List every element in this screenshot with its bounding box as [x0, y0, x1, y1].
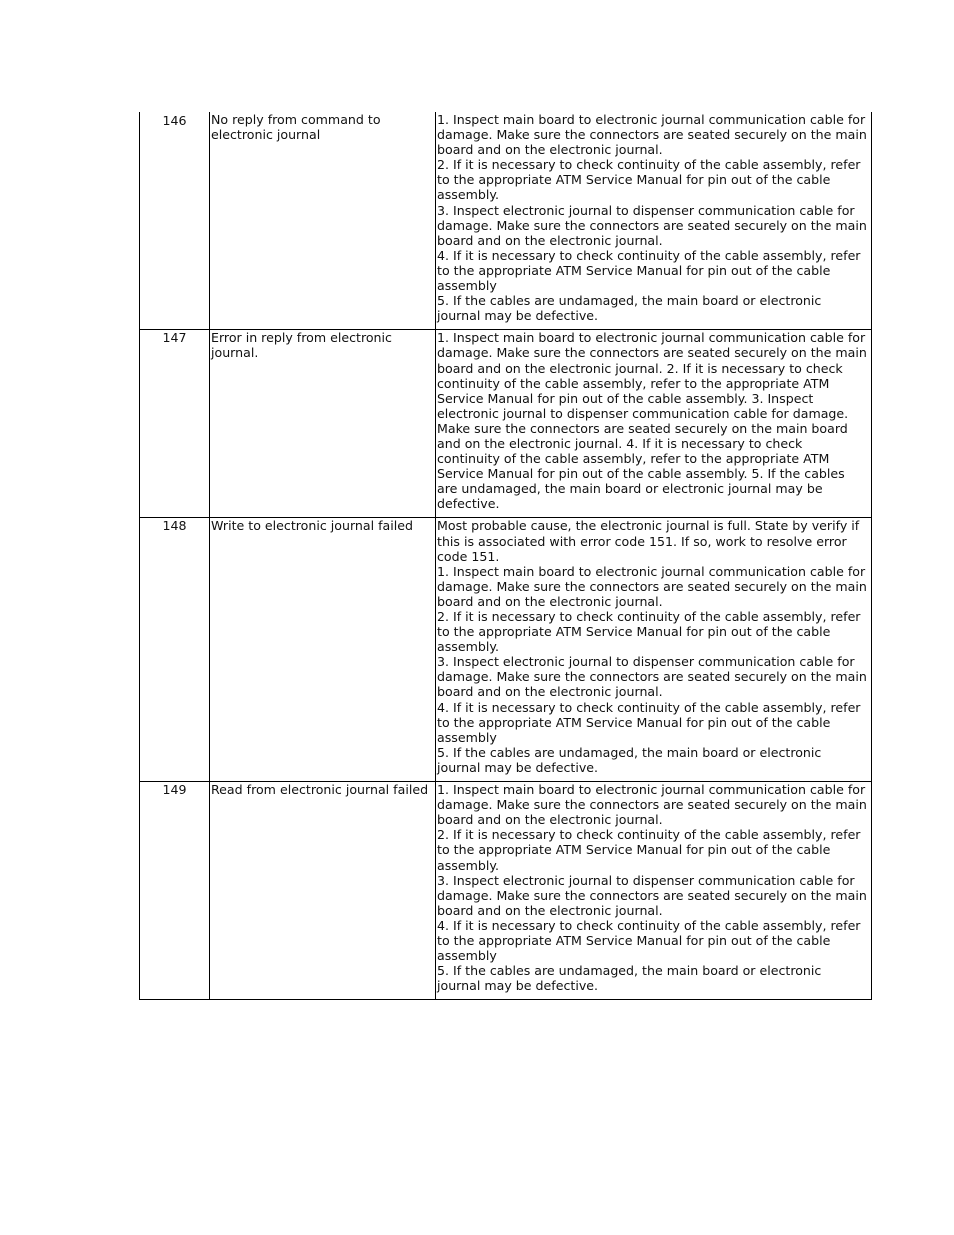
corrective-action-line: damage. Make sure the connectors are seated securely on the main: [437, 345, 867, 361]
corrective-action-line: 3. Inspect electronic journal to dispenser communication cable for: [437, 654, 855, 670]
corrective-action-line: to the appropriate ATM Service Manual for pin out of the cable: [437, 624, 831, 640]
error-description-cell: Write to electronic journal failed: [210, 518, 436, 782]
error-code-table-body: [140, 112, 872, 1000]
corrective-action-line: assembly.: [437, 639, 500, 655]
error-code-cell: 149: [140, 782, 210, 1000]
table-row: [140, 518, 872, 782]
table-row: [140, 112, 872, 330]
corrective-action-line: journal may be defective.: [437, 759, 599, 775]
corrective-action-line: 4. If it is necessary to check continuity of the cable assembly, refer: [437, 917, 861, 933]
corrective-action-line: board and on the electronic journal.: [437, 593, 663, 609]
corrective-action-line: 3. Inspect electronic journal to dispenser communication cable for: [437, 872, 855, 888]
corrective-action-line: to the appropriate ATM Service Manual for pin out of the cable: [437, 262, 831, 278]
corrective-action-line: 4. If it is necessary to check continuity of the cable assembly, refer: [437, 247, 861, 263]
corrective-action-line: board and on the electronic journal. 2. If it is necessary to check: [437, 360, 843, 376]
corrective-action-line: assembly.: [437, 857, 500, 873]
corrective-action-line: code 151.: [437, 548, 500, 564]
corrective-action-line: damage. Make sure the connectors are seated securely on the main: [437, 127, 867, 143]
error-description-cell: No reply from command to electronic journal: [210, 112, 436, 330]
table-row: [140, 330, 872, 518]
error-code-cell: 147: [140, 330, 210, 518]
corrective-action-line: Service Manual for pin out of the cable assembly. 3. Inspect: [437, 390, 814, 406]
corrective-action-line: assembly.: [437, 187, 500, 203]
corrective-action-line: 4. If it is necessary to check continuity of the cable assembly, refer: [437, 699, 861, 715]
corrective-action-line: 3. Inspect electronic journal to dispenser communication cable for: [437, 202, 855, 218]
corrective-action-line: this is associated with error code 151. If so, work to resolve error: [437, 533, 847, 549]
corrective-action-line: assembly: [437, 948, 497, 964]
corrective-action-line: 2. If it is necessary to check continuity of the cable assembly, refer: [437, 827, 861, 843]
corrective-action-cell: [436, 330, 872, 518]
corrective-action-line: 5. If the cables are undamaged, the main board or electronic: [437, 963, 822, 979]
corrective-action-line: electronic journal to dispenser communication cable for damage.: [437, 405, 849, 421]
error-code-cell: 146: [140, 112, 210, 330]
corrective-action-line: and on the electronic journal. 4. If it is necessary to check: [437, 435, 803, 451]
corrective-action-line: board and on the electronic journal.: [437, 142, 663, 158]
corrective-action-line: Service Manual for pin out of the cable assembly. 5. If the cables: [437, 466, 845, 482]
corrective-action-line: Make sure the connectors are seated securely on the main board: [437, 420, 848, 436]
corrective-action-line: 5. If the cables are undamaged, the main board or electronic: [437, 293, 822, 309]
corrective-action-line: to the appropriate ATM Service Manual for pin out of the cable: [437, 172, 831, 188]
corrective-action-line: damage. Make sure the connectors are seated securely on the main: [437, 887, 867, 903]
table-row: [140, 782, 872, 1000]
corrective-action-line: to the appropriate ATM Service Manual for pin out of the cable: [437, 842, 831, 858]
corrective-action-line: to the appropriate ATM Service Manual for pin out of the cable: [437, 714, 831, 730]
corrective-action-line: are undamaged, the main board or electronic journal may be: [437, 481, 823, 497]
corrective-action-line: defective.: [437, 496, 500, 512]
corrective-action-line: board and on the electronic journal.: [437, 902, 663, 918]
corrective-action-line: assembly: [437, 729, 497, 745]
corrective-action-line: Most probable cause, the electronic journal is full. State by verify if: [437, 518, 860, 534]
corrective-action-line: board and on the electronic journal.: [437, 812, 663, 828]
corrective-action-cell: [436, 112, 872, 330]
corrective-action-line: journal may be defective.: [437, 308, 599, 324]
corrective-action-line: damage. Make sure the connectors are seated securely on the main: [437, 669, 867, 685]
corrective-action-line: continuity of the cable assembly, refer to the appropriate ATM: [437, 451, 830, 467]
corrective-action-line: 2. If it is necessary to check continuity of the cable assembly, refer: [437, 157, 861, 173]
corrective-action-cell: [436, 518, 872, 782]
error-description-cell: Error in reply from electronic journal.: [210, 330, 436, 518]
corrective-action-line: damage. Make sure the connectors are seated securely on the main: [437, 797, 867, 813]
error-code-table: [139, 112, 872, 1000]
corrective-action-line: continuity of the cable assembly, refer to the appropriate ATM: [437, 375, 830, 391]
corrective-action-line: assembly: [437, 278, 497, 294]
corrective-action-line: 1. Inspect main board to electronic journal communication cable for: [437, 330, 866, 346]
corrective-action-line: 2. If it is necessary to check continuity of the cable assembly, refer: [437, 609, 861, 624]
corrective-action-line: damage. Make sure the connectors are seated securely on the main: [437, 217, 867, 233]
error-description-cell: Read from electronic journal failed: [210, 782, 436, 1000]
corrective-action-line: 1. Inspect main board to electronic journal communication cable for: [437, 112, 866, 127]
corrective-action-cell: [436, 782, 872, 1000]
corrective-action-line: 5. If the cables are undamaged, the main board or electronic: [437, 744, 822, 760]
corrective-action-line: damage. Make sure the connectors are seated securely on the main: [437, 578, 867, 594]
error-code-cell: 148: [140, 518, 210, 782]
corrective-action-line: board and on the electronic journal.: [437, 232, 663, 248]
corrective-action-line: journal may be defective.: [437, 978, 599, 994]
corrective-action-line: to the appropriate ATM Service Manual for pin out of the cable: [437, 932, 831, 948]
corrective-action-line: 1. Inspect main board to electronic journal communication cable for: [437, 782, 866, 798]
corrective-action-line: board and on the electronic journal.: [437, 684, 663, 700]
corrective-action-line: 1. Inspect main board to electronic journal communication cable for: [437, 563, 866, 579]
